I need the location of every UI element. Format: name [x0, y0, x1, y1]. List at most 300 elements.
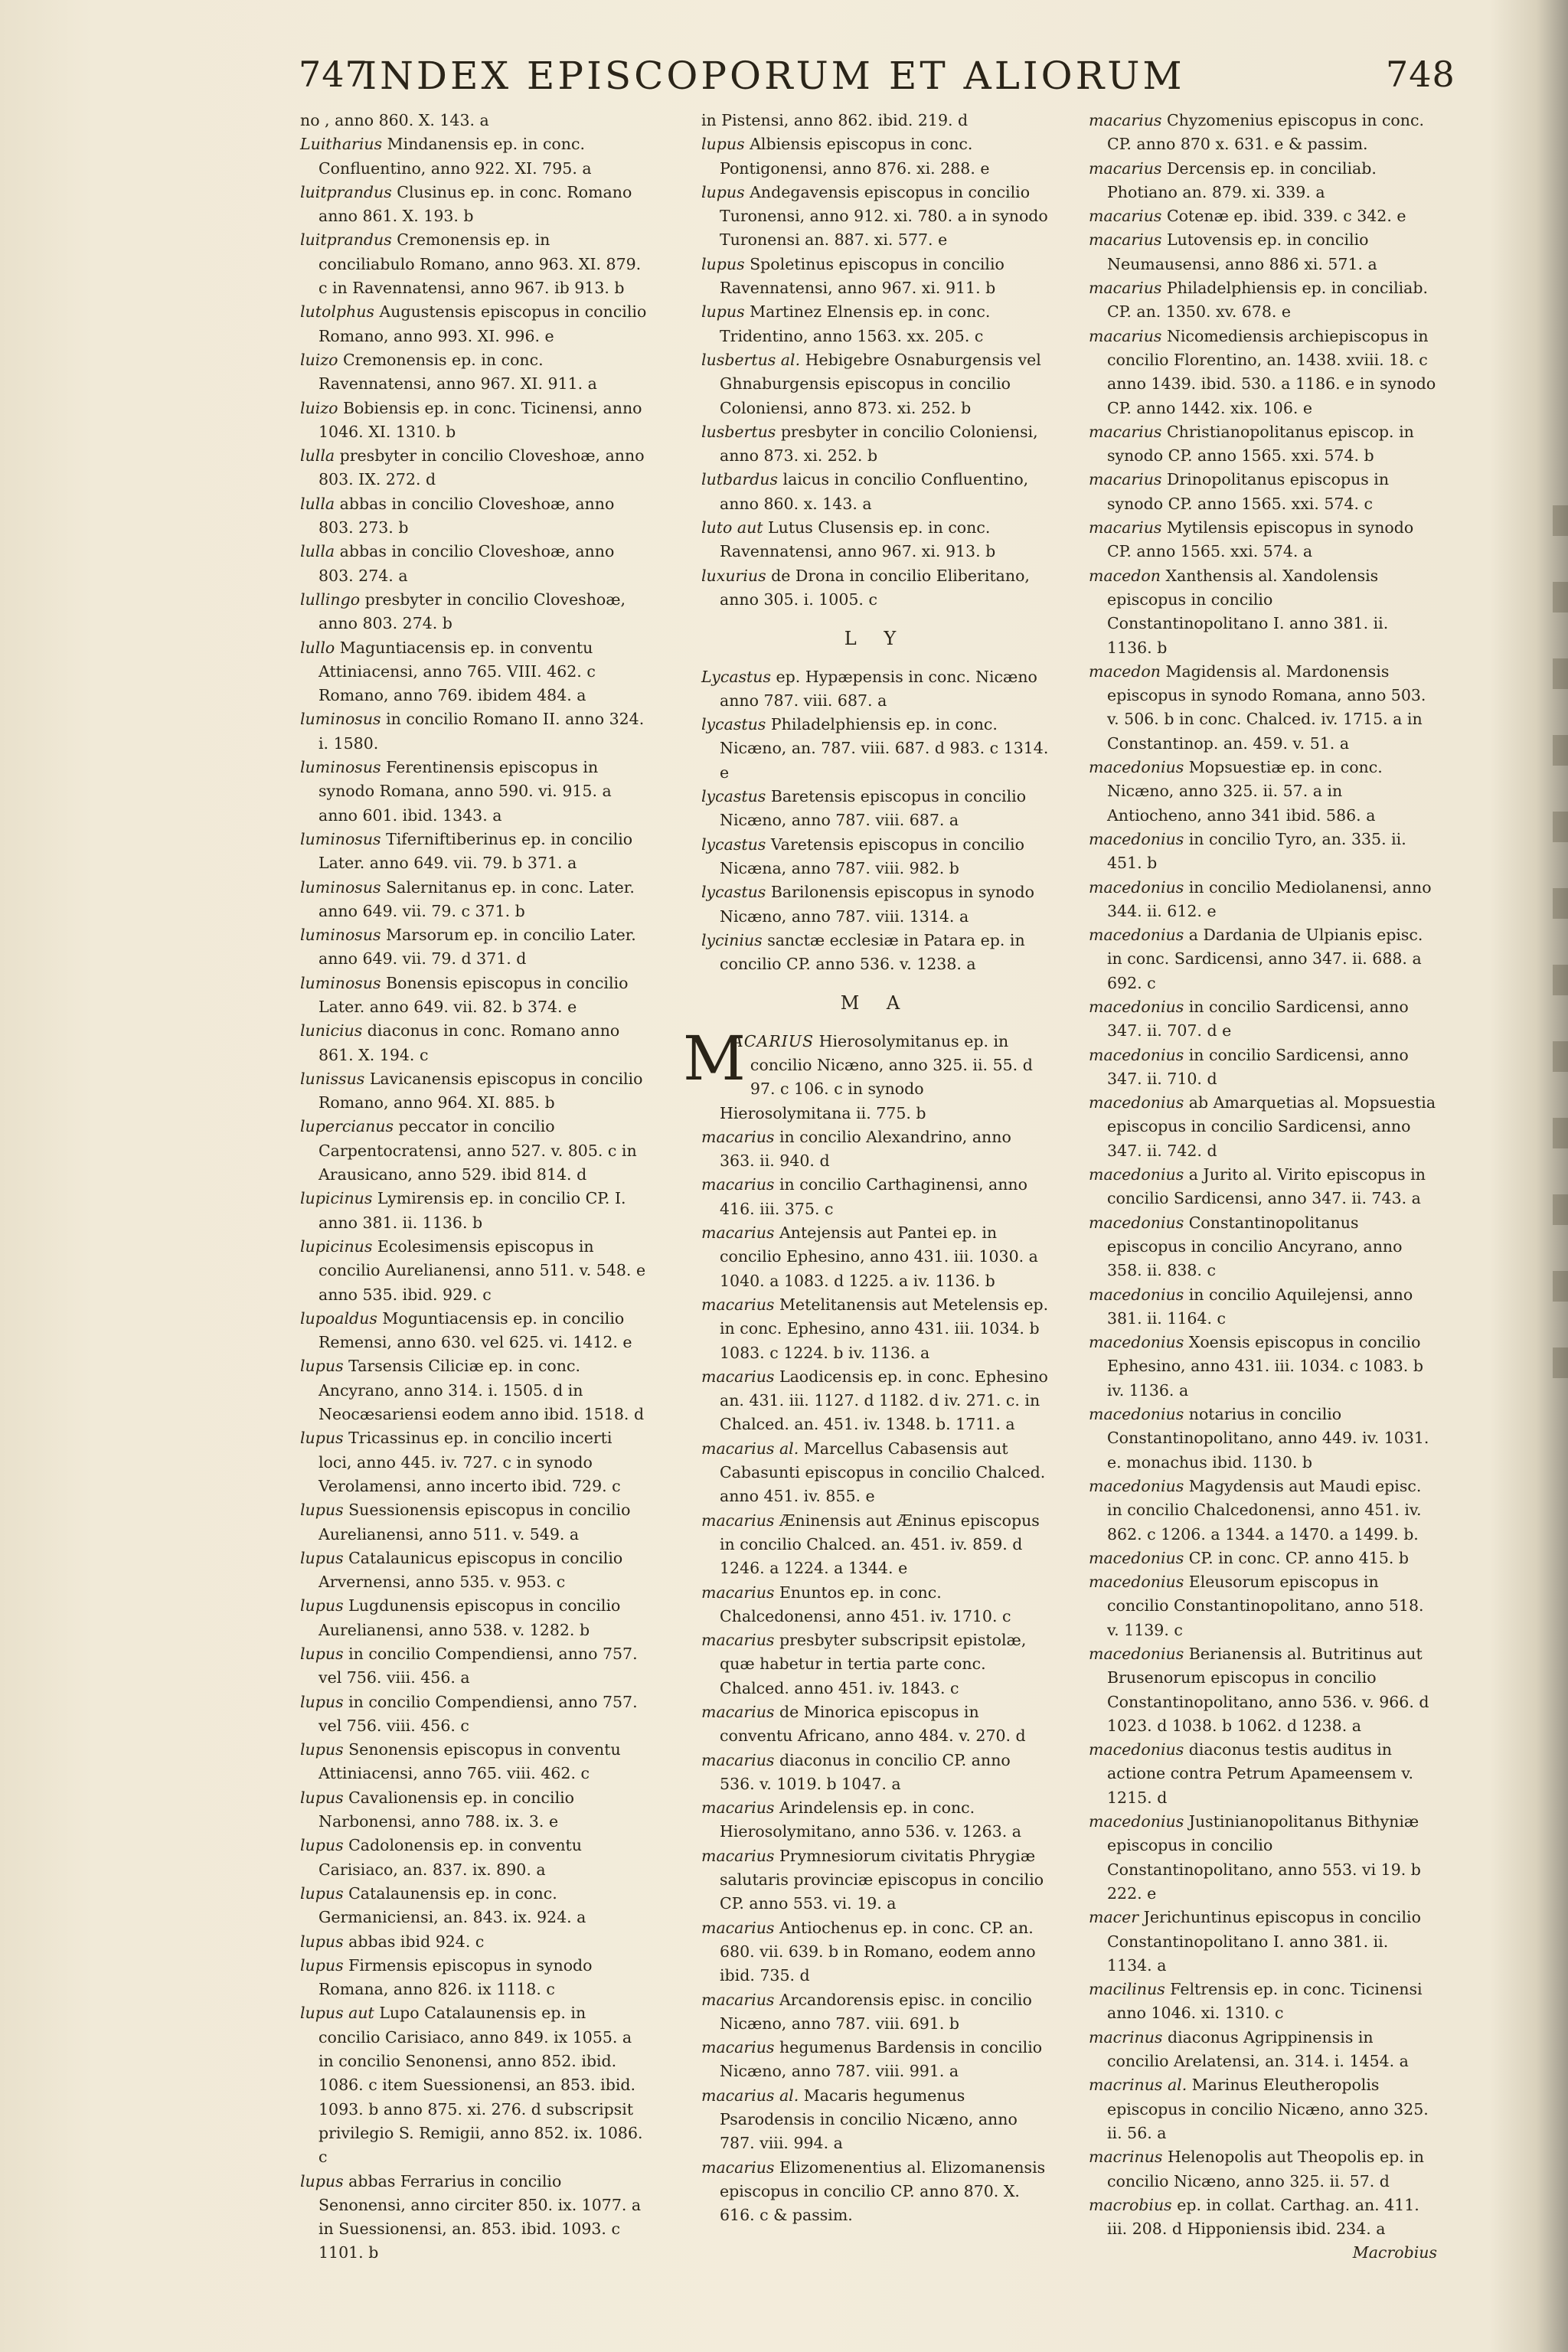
entry-text: in concilio Sardicensi, anno 347. ii. 710. d [1107, 1045, 1409, 1088]
entry-text: sanctæ ecclesiæ in Patara ep. in concilio CP. anno 536. v. 1238. a [720, 930, 1025, 974]
index-entry [701, 420, 1050, 469]
index-entry [701, 1221, 1050, 1293]
entry-text: Varetensis episcopus in concilio Nicæna, anno 787. viii. 982. b [720, 835, 1024, 877]
entry-text: Christianopolitanus episcop. in synodo CP. anno 1565. xxi. 574. b [1107, 422, 1414, 466]
entry-text: in concilio Carthaginensi, anno 416. iii. 375. c [720, 1175, 1027, 1218]
entry-text: Laodicensis ep. in conc. Ephesino an. 431. iii. 1127. d 1182. d iv. 271. c. in Chalced. an. 451. iv. 1348. b. 1711. a [720, 1367, 1048, 1434]
index-entry [1089, 995, 1437, 1044]
page-number-right: 748 [1386, 54, 1455, 95]
entry-text: Suessionensis episcopus in concilio Aurelianensi, anno 511. v. 549. a [318, 1501, 631, 1544]
index-entry [1089, 2073, 1437, 2145]
index-entry [701, 1293, 1050, 1365]
entry-headword: luitprandus [300, 230, 392, 250]
index-entry [701, 348, 1050, 420]
entry-headword: macarius [1089, 279, 1162, 298]
index-entry [701, 2036, 1050, 2084]
entry-headword: macrinus al. [1089, 2076, 1187, 2095]
ma-entries [701, 1125, 1050, 2228]
entry-headword: macer [1089, 1908, 1139, 1927]
entry-headword: luminosus [300, 758, 381, 777]
entry-headword: macarius [701, 1127, 775, 1146]
entry-text: Xanthensis al. Xandolensis episcopus in concilio Constantinopolitano I. anno 381. ii. 1136. b [1107, 566, 1389, 657]
entry-text: Antiochenus ep. in conc. CP. an. 680. vii. 639. b in Romano, eodem anno ibid. 735. d [720, 1918, 1036, 1985]
index-entry [1089, 1547, 1437, 1570]
entry-headword: macedonius [1089, 1093, 1184, 1112]
entry-text: Moguntiacensis ep. in concilio Remensi, anno 630. vel 625. vi. 1412. e [318, 1308, 632, 1352]
entry-headword: lupus [701, 302, 745, 322]
entry-text: Hierosolymitanus ep. in concilio Nicæno, anno 325. ii. 55. d 97. c 106. c in synodo Hierosolymitana ii. 775. b [720, 1031, 1033, 1122]
section-heading-ly: L Y [844, 628, 907, 650]
entry-headword: ACARIUS [731, 1031, 815, 1050]
entry-text: Magydensis aut Maudi episc. in concilio Chalcedonensi, anno 451. iv. 862. c 1206. a 1344. a 1470. a 1499. b. [1107, 1476, 1422, 1544]
index-entry [300, 1642, 648, 1690]
index-entry [701, 253, 1050, 301]
index-entry [701, 785, 1050, 833]
index-entry [300, 2170, 648, 2265]
entry-text: diaconus testis auditus in actione contra Petrum Apameensem v. 1215. d [1107, 1740, 1414, 1807]
index-entry [300, 636, 648, 708]
index-entry [1089, 516, 1437, 564]
index-entry [300, 132, 648, 181]
entry-text: Tiferniftiberinus ep. in concilio Later. anno 649. vii. 79. b 371. a [318, 829, 633, 873]
section-heading-ma: M A [840, 992, 911, 1014]
index-entry [300, 444, 648, 492]
index-entry [1089, 276, 1437, 325]
index-entry [1089, 660, 1437, 756]
entry-text: Cotenæ ep. ibid. 339. c 342. e [1161, 207, 1406, 226]
index-entry [701, 1628, 1050, 1700]
index-entry [300, 540, 648, 588]
index-entry [701, 2084, 1050, 2156]
entry-text: Barilonensis episcopus in synodo Nicæno, anno 787. viii. 1314. a [720, 883, 1034, 926]
entry-headword: luminosus [300, 877, 381, 897]
page-header [0, 54, 1547, 115]
index-entry [701, 1437, 1050, 1509]
entry-text: Senonensis episcopus in conventu Attiniacensi, anno 765. viii. 462. c [318, 1740, 621, 1783]
entry-text: Prymnesiorum civitatis Phrygiæ salutaris provinciæ episcopus in concilio CP. anno 553. vi. 19. a [720, 1846, 1044, 1913]
entry-headword: macarius [701, 1990, 775, 2009]
entry-text: presbyter subscripsit epistolæ, quæ habetur in tertia parte conc. Chalced. anno 451. iv. 1843. c [720, 1631, 1027, 1697]
entry-text: Æninensis aut Æninus episcopus in concilio Chalced. an. 451. iv. 859. d 1246. a 1224. a 1344. e [720, 1511, 1040, 1578]
entry-headword: lulla [300, 542, 335, 561]
entry-text: in concilio Sardicensi, anno 347. ii. 707. d e [1107, 997, 1409, 1040]
entry-headword: macrinus [1089, 2148, 1163, 2167]
entry-text: Lupo Catalaunensis ep. in concilio Carisiaco, anno 849. ix 1055. a in concilio Senonensi, anno 852. ibid. 1086. c item Suessionensi, an 853. ibid. 1093. b anno 875. xi. 276. d subscripsit privilegio S. Remigii, anno 852. ix. 1086. c [318, 2004, 643, 2167]
entry-headword: lupus [300, 2171, 344, 2190]
entry-headword: macarius [701, 1175, 775, 1194]
entry-text: Cavalionensis ep. in concilio Narbonensi, anno 788. ix. 3. e [318, 1788, 575, 1831]
entry-headword: macilinus [1089, 1980, 1165, 1999]
index-entry [1089, 420, 1437, 469]
entry-text: Bonensis episcopus in concilio Later. anno 649. vii. 82. b 374. e [318, 973, 629, 1016]
entry-text: diaconus Agrippinensis in concilio Arelatensi, an. 314. i. 1454. a [1107, 2027, 1409, 2071]
index-entry [1089, 1475, 1437, 1547]
entry-headword: lupicinus [300, 1189, 373, 1208]
index-entry [300, 828, 648, 876]
entry-text: diaconus in conc. Romano anno 861. X. 194. c [318, 1021, 620, 1064]
index-entry [701, 468, 1050, 516]
entry-headword: macedonius [1089, 1045, 1184, 1064]
index-entry [1089, 228, 1437, 276]
entry-headword: Luitharius [300, 135, 383, 154]
index-entry [1089, 157, 1437, 205]
index-entry [300, 876, 648, 924]
index-entry [300, 1954, 648, 2002]
entry-headword: lupus aut [300, 2004, 374, 2023]
entry-headword: macarius [1089, 422, 1162, 441]
entry-text: Jerichuntinus episcopus in concilio Constantinopolitano I. anno 381. ii. 1134. a [1107, 1908, 1421, 1975]
index-entry [300, 1930, 648, 1954]
index-entry [701, 1173, 1050, 1221]
entry-text: abbas in concilio Cloveshoæ, anno 803. 273. b [318, 494, 615, 537]
index-entry [701, 1365, 1050, 1437]
entry-headword: macedonius [1089, 926, 1184, 945]
index-entry [701, 833, 1050, 881]
column-3-entries [1089, 109, 1437, 2241]
entry-headword: macarius [701, 1295, 775, 1314]
entry-text: no , anno 860. X. 143. a [300, 111, 489, 129]
entry-text: Maguntiacensis ep. in conventu Attiniacensi, anno 765. VIII. 462. c Romano, anno 769. ibidem 484. a [318, 638, 596, 705]
entry-headword: lupus [300, 1955, 344, 1975]
entry-headword: macarius [701, 1846, 775, 1865]
index-entry [300, 1187, 648, 1235]
index-entry [1089, 756, 1437, 828]
entry-headword: lycinius [701, 930, 763, 949]
entry-text: Philadelphiensis ep. in conc. Nicæno, an. 787. viii. 687. d 983. c 1314. e [720, 715, 1049, 782]
index-entry [1089, 564, 1437, 660]
entry-text: Spoletinus episcopus in concilio Ravennatensi, anno 967. xi. 911. b [720, 254, 1004, 298]
entry-text: CP. in conc. CP. anno 415. b [1184, 1548, 1410, 1567]
entry-text: Lavicanensis episcopus in concilio Romano, anno 964. XI. 885. b [318, 1069, 643, 1112]
index-entry [300, 2001, 648, 2169]
index-entry [1089, 2194, 1437, 2242]
entry-headword: lupus [300, 1645, 344, 1663]
entry-headword: lupus [300, 1596, 344, 1615]
entry-headword: luto aut [701, 518, 763, 537]
entry-headword: macedonius [1089, 1573, 1184, 1592]
entry-text: presbyter in concilio Cloveshoæ, anno 803. 274. b [318, 590, 626, 633]
index-entry [300, 1354, 648, 1426]
index-entry [300, 181, 648, 229]
entry-headword: macedonius [1089, 1476, 1184, 1495]
entry-text: diaconus in concilio CP. anno 536. v. 1019. b 1047. a [720, 1750, 1011, 1793]
entry-headword: lupus [300, 1357, 344, 1376]
entry-headword: lycastus [701, 835, 766, 854]
index-entry [300, 923, 648, 972]
entry-headword: macedonius [1089, 1812, 1184, 1831]
entry-text: Antejensis aut Pantei ep. in concilio Ephesino, anno 431. iii. 1030. a 1040. a 1083. d 1225. a iv. 1136. b [720, 1223, 1038, 1290]
entry-headword: macarius al. [701, 1439, 799, 1458]
entry-text: in concilio Aquilejensi, anno 381. ii. 1164. c [1107, 1285, 1413, 1328]
index-entry [1089, 468, 1437, 516]
entry-text: Arcandorensis episc. in concilio Nicæno, anno 787. viii. 691. b [720, 1990, 1032, 2033]
index-entry [300, 1019, 648, 1067]
entry-headword: lycastus [701, 883, 766, 902]
index-entry [300, 397, 648, 445]
index-entry [701, 132, 1050, 181]
index-entry [300, 756, 648, 828]
entry-headword: macarius [1089, 518, 1162, 537]
index-entry [701, 1844, 1050, 1916]
index-entry [1089, 1642, 1437, 1738]
running-title: INDEX EPISCOPORUM ET ALIORUM [361, 54, 1185, 98]
entry-text: Andegavensis episcopus in concilio Turonensi, anno 912. xi. 780. a in synodo Turonensi an. 887. xi. 577. e [720, 182, 1048, 250]
index-entry [300, 1547, 648, 1595]
entry-headword: macarius [701, 1703, 775, 1721]
entry-headword: lusbertus al. [701, 350, 801, 369]
index-entry [300, 1235, 648, 1307]
index-entry [300, 1594, 648, 1642]
entry-text: Berianensis al. Butritinus aut Brusenorum episcopus in concilio Constantinopolitano, anno 536. v. 966. d 1023. d 1038. b 1062. d 1238. a [1107, 1645, 1429, 1735]
entry-headword: macarius [1089, 111, 1162, 129]
entry-headword: lulla [300, 446, 335, 466]
index-entry [701, 1125, 1050, 1174]
entry-headword: macarius [701, 1511, 775, 1530]
entry-text: Cremonensis ep. in conciliabulo Romano, anno 963. XI. 879. c in Ravennatensi, anno 967. ib 913. b [318, 230, 642, 298]
entry-headword: macedonius [1089, 758, 1184, 777]
entry-text: in concilio Romano II. anno 324. i. 1580. [318, 710, 645, 753]
entry-text: Mindanensis ep. in conc. Confluentino, anno 922. XI. 795. a [318, 135, 592, 178]
entry-headword: lupus [300, 1740, 344, 1759]
entry-headword: lupus [300, 1548, 344, 1567]
first-ma-entry [683, 1022, 1050, 1125]
entry-text: ep. Hypæpensis in conc. Nicæno anno 787. viii. 687. a [720, 667, 1037, 710]
entry-headword: lullingo [300, 590, 361, 609]
index-entry [1089, 1163, 1437, 1211]
index-entry [1089, 1810, 1437, 1906]
entry-text: Drinopolitanus episcopus in synodo CP. anno 1565. xxi. 574. c [1107, 470, 1390, 513]
entry-text: de Minorica episcopus in conventu Africano, anno 484. v. 270. d [720, 1703, 1026, 1746]
entry-text: Mopsuestiæ ep. in conc. Nicæno, anno 325. ii. 57. a in Antiocheno, anno 341 ibid. 586. a [1107, 758, 1383, 825]
index-entry [1089, 109, 1437, 157]
entry-headword: lupus [300, 1932, 344, 1951]
entry-headword: macedonius [1089, 829, 1184, 848]
entry-text: Salernitanus ep. in conc. Later. anno 649. vii. 79. c 371. b [318, 877, 635, 920]
entry-text: Catalaunensis ep. in conc. Germaniciensi, an. 843. ix. 924. a [318, 1883, 586, 1927]
entry-text: ep. in collat. Carthag. an. 411. iii. 208. d Hipponiensis ibid. 234. a [1107, 2195, 1419, 2239]
entry-headword: macarius [701, 1918, 775, 1937]
entry-text: abbas Ferrarius in concilio Senonensi, anno circiter 850. ix. 1077. a in Suessionensi, an. 853. ibid. 1093. c 1101. b [318, 2171, 642, 2262]
entry-text: Augustensis episcopus in concilio Romano, anno 993. XI. 996. e [318, 302, 647, 345]
index-entry [1089, 1906, 1437, 1978]
entry-text: Xoensis episcopus in concilio Ephesino, anno 431. iii. 1034. c 1083. b iv. 1136. a [1107, 1333, 1423, 1400]
index-entry [701, 1700, 1050, 1749]
entry-headword: lusbertus [701, 422, 776, 441]
entry-headword: lycastus [701, 787, 766, 806]
index-entry [1089, 1091, 1437, 1163]
entry-headword: macedon [1089, 566, 1161, 585]
entry-text: in concilio Tyro, an. 335. ii. 451. b [1107, 829, 1406, 873]
entry-text: in concilio Compendiensi, anno 757. vel 756. viii. 456. c [318, 1692, 638, 1735]
entry-text: Marinus Eleutheropolis episcopus in concilio Nicæno, anno 325. ii. 56. a [1107, 2076, 1429, 2142]
index-entry [1089, 923, 1437, 995]
entry-text: Martinez Elnensis ep. in conc. Tridentino, anno 1563. xx. 205. c [720, 302, 991, 345]
entry-headword: macedonius [1089, 1645, 1184, 1663]
index-entry [300, 1115, 648, 1187]
index-entry [1089, 876, 1437, 924]
entry-text: Cadolonensis ep. in conventu Carisiaco, an. 837. ix. 890. a [318, 1836, 582, 1879]
entry-headword: lycastus [701, 715, 766, 734]
entry-headword: luminosus [300, 926, 381, 945]
index-entry [701, 1988, 1050, 2037]
entry-text: de Drona in concilio Eliberitano, anno 305. i. 1005. c [720, 566, 1030, 609]
index-entry [300, 1307, 648, 1355]
index-entry [701, 516, 1050, 564]
entry-text: Helenopolis aut Theopolis ep. in concilio Nicæno, anno 325. ii. 57. d [1107, 2148, 1425, 2190]
entry-text: Bobiensis ep. in conc. Ticinensi, anno 1046. XI. 1310. b [318, 398, 642, 441]
index-entry [701, 109, 1050, 132]
entry-text: in concilio Compendiensi, anno 757. vel 756. viii. 456. a [318, 1645, 638, 1687]
index-entry [300, 1738, 648, 1786]
entry-text: Catalaunicus episcopus in concilio Arvernensi, anno 535. v. 953. c [318, 1548, 623, 1592]
index-entry [300, 588, 648, 636]
entry-headword: lupus [300, 1788, 344, 1807]
index-entry [701, 1796, 1050, 1844]
entry-text: abbas in concilio Cloveshoæ, anno 803. 274. a [318, 542, 615, 585]
index-entry [1089, 1283, 1437, 1331]
entry-headword: luizo [300, 398, 338, 417]
entry-headword: lutbardus [701, 470, 778, 489]
index-entry [300, 109, 648, 132]
entry-headword: macedonius [1089, 877, 1184, 897]
catchword: Macrobius [1352, 2243, 1437, 2262]
entry-headword: luizo [300, 350, 338, 369]
entry-headword: luminosus [300, 829, 381, 848]
index-entry [300, 972, 648, 1020]
index-entry [300, 228, 648, 300]
index-entry [1089, 1403, 1437, 1475]
entry-text: Ferentinensis episcopus in synodo Romana, anno 590. vi. 915. a anno 601. ibid. 1343. a [318, 758, 612, 825]
entry-text: Feltrensis ep. in conc. Ticinensi anno 1046. xi. 1310. c [1107, 1980, 1423, 2023]
entry-headword: macarius [1089, 158, 1162, 178]
entry-text: Enuntos ep. in conc. Chalcedonensi, anno 451. iv. 1710. c [720, 1583, 1011, 1625]
entry-text: in concilio Alexandrino, anno 363. ii. 940. d [720, 1127, 1011, 1171]
entry-headword: macrinus [1089, 2027, 1163, 2047]
entry-headword: lupoaldus [300, 1308, 377, 1328]
entry-headword: macarius [1089, 470, 1162, 489]
index-entry [300, 1690, 648, 1739]
index-entry [300, 1834, 648, 1882]
entry-text: Eleusorum episcopus in concilio Constantinopolitano, anno 518. v. 1139. c [1107, 1573, 1424, 1639]
entry-text: Chyzomenius episcopus in conc. CP. anno 870 x. 631. e & passim. [1107, 111, 1424, 154]
index-entry [300, 492, 648, 541]
entry-headword: macedonius [1089, 1333, 1184, 1352]
index-column-2 [683, 109, 1050, 2228]
index-entry [1089, 828, 1437, 876]
index-entry [300, 300, 648, 348]
entry-headword: lupus [701, 254, 745, 273]
entry-text: Arindelensis ep. in conc. Hierosolymitano, anno 536. v. 1263. a [720, 1798, 1021, 1841]
index-entry [1089, 1331, 1437, 1403]
index-entry [701, 1509, 1050, 1581]
entry-text: presbyter in concilio Cloveshoæ, anno 803. IX. 272. d [318, 446, 645, 489]
index-entry [701, 665, 1050, 714]
index-entry [1089, 2026, 1437, 2074]
entry-headword: macarius [701, 1223, 775, 1243]
entry-headword: macarius [1089, 326, 1162, 345]
index-entry [701, 300, 1050, 348]
entry-headword: macarius [701, 1750, 775, 1769]
index-entry [701, 1749, 1050, 1797]
index-entry [300, 1067, 648, 1116]
entry-text: peccator in concilio Carpentocratensi, anno 527. v. 805. c in Arausicano, anno 529. ibid 814. d [318, 1117, 637, 1184]
entry-headword: lupus [701, 182, 745, 201]
entry-text: Marcellus Cabasensis aut Cabasunti episcopus in concilio Chalced. anno 451. iv. 855. e [720, 1439, 1046, 1506]
entry-text: Magidensis al. Mardonensis episcopus in synodo Romana, anno 503. v. 506. b in conc. Chalced. iv. 1715. a in Constantinop. an. 459. v. 51. a [1107, 662, 1426, 753]
entry-text: in Pistensi, anno 862. ibid. 219. d [701, 111, 969, 129]
entry-text: Elizomenentius al. Elizomanensis episcopus in concilio CP. anno 870. X. 616. c & passim. [720, 2158, 1046, 2225]
index-entry [701, 2156, 1050, 2228]
index-entry [701, 1581, 1050, 1629]
entry-headword: macarius [701, 1583, 775, 1602]
entry-text: Lutus Clusensis ep. in conc. Ravennatensi, anno 967. xi. 913. b [720, 518, 996, 561]
entry-headword: macarius [701, 2038, 775, 2057]
index-entry [701, 181, 1050, 253]
index-entry [300, 707, 648, 756]
entry-text: ab Amarquetias al. Mopsuestia episcopus in concilio Sardicensi, anno 347. ii. 742. d [1107, 1093, 1436, 1160]
entry-headword: macedonius [1089, 1548, 1184, 1567]
index-entry [1089, 2145, 1437, 2194]
entry-headword: macarius [1089, 207, 1162, 226]
entry-text: Mytilensis episcopus in synodo CP. anno 1565. xxi. 574. a [1107, 518, 1414, 561]
entry-headword: lulla [300, 494, 335, 513]
entry-text: Baretensis episcopus in concilio Nicæno, anno 787. viii. 687. a [720, 787, 1027, 830]
entry-text: Cremonensis ep. in conc. Ravennatensi, anno 967. XI. 911. a [318, 350, 597, 394]
entry-headword: macedon [1089, 662, 1161, 681]
entry-headword: lunicius [300, 1021, 363, 1040]
entry-text: Marsorum ep. in concilio Later. anno 649. vii. 79. d 371. d [318, 926, 636, 969]
entry-text: notarius in concilio Constantinopolitano, anno 449. iv. 1031. e. monachus ibid. 1130. b [1107, 1405, 1429, 1472]
entry-headword: luminosus [300, 973, 381, 992]
entry-headword: macarius [701, 2158, 775, 2177]
entry-text: laicus in concilio Confluentino, anno 860. x. 143. a [720, 470, 1029, 513]
entry-text: in concilio Mediolanensi, anno 344. ii. 612. e [1107, 877, 1432, 920]
entry-headword: macarius al. [701, 2086, 799, 2105]
entry-text: Lugdunensis episcopus in concilio Aurelianensi, anno 538. v. 1282. b [318, 1596, 621, 1639]
entry-headword: macedonius [1089, 997, 1184, 1016]
entry-text: Philadelphiensis ep. in conciliab. CP. an. 1350. xv. 678. e [1107, 279, 1429, 322]
column-2-entries [701, 109, 1050, 612]
entry-text: abbas ibid 924. c [343, 1932, 485, 1951]
entry-headword: lupus [300, 1429, 344, 1448]
index-column-1 [300, 109, 648, 2265]
entry-headword: macarius [701, 1631, 775, 1650]
index-entry [300, 1498, 648, 1547]
entry-text: Lutovensis ep. in concilio Neumausensi, anno 886 xi. 571. a [1107, 230, 1377, 273]
entry-headword: lutolphus [300, 302, 374, 322]
index-entry [300, 1882, 648, 1930]
entry-text: Lymirensis ep. in concilio CP. I. anno 381. ii. 1136. b [318, 1189, 626, 1232]
index-entry [701, 880, 1050, 929]
index-entry [300, 1426, 648, 1498]
index-entry [300, 1786, 648, 1834]
page-number-left: 747 [299, 54, 368, 95]
index-entry [1089, 1044, 1437, 1092]
entry-text: Tricassinus ep. in concilio incerti loci, anno 445. iv. 727. c in synodo Verolamensi, anno incerto ibid. 729. c [318, 1429, 621, 1495]
entry-headword: macedonius [1089, 1165, 1184, 1184]
index-entry [1089, 325, 1437, 420]
entry-text: Firmensis episcopus in synodo Romana, anno 826. ix 1118. c [318, 1955, 593, 1999]
entry-headword: lullo [300, 638, 335, 657]
entry-text: Clusinus ep. in conc. Romano anno 861. X. 193. b [318, 182, 632, 226]
index-entry [300, 348, 648, 397]
entry-headword: macarius [701, 1798, 775, 1818]
index-entry [701, 929, 1050, 977]
entry-headword: macedonius [1089, 1740, 1184, 1759]
index-entry [1089, 1570, 1437, 1642]
entry-text: a Dardania de Ulpianis episc. in conc. Sardicensi, anno 347. ii. 688. a 692. c [1107, 926, 1423, 992]
entry-headword: lupus [300, 1836, 344, 1855]
